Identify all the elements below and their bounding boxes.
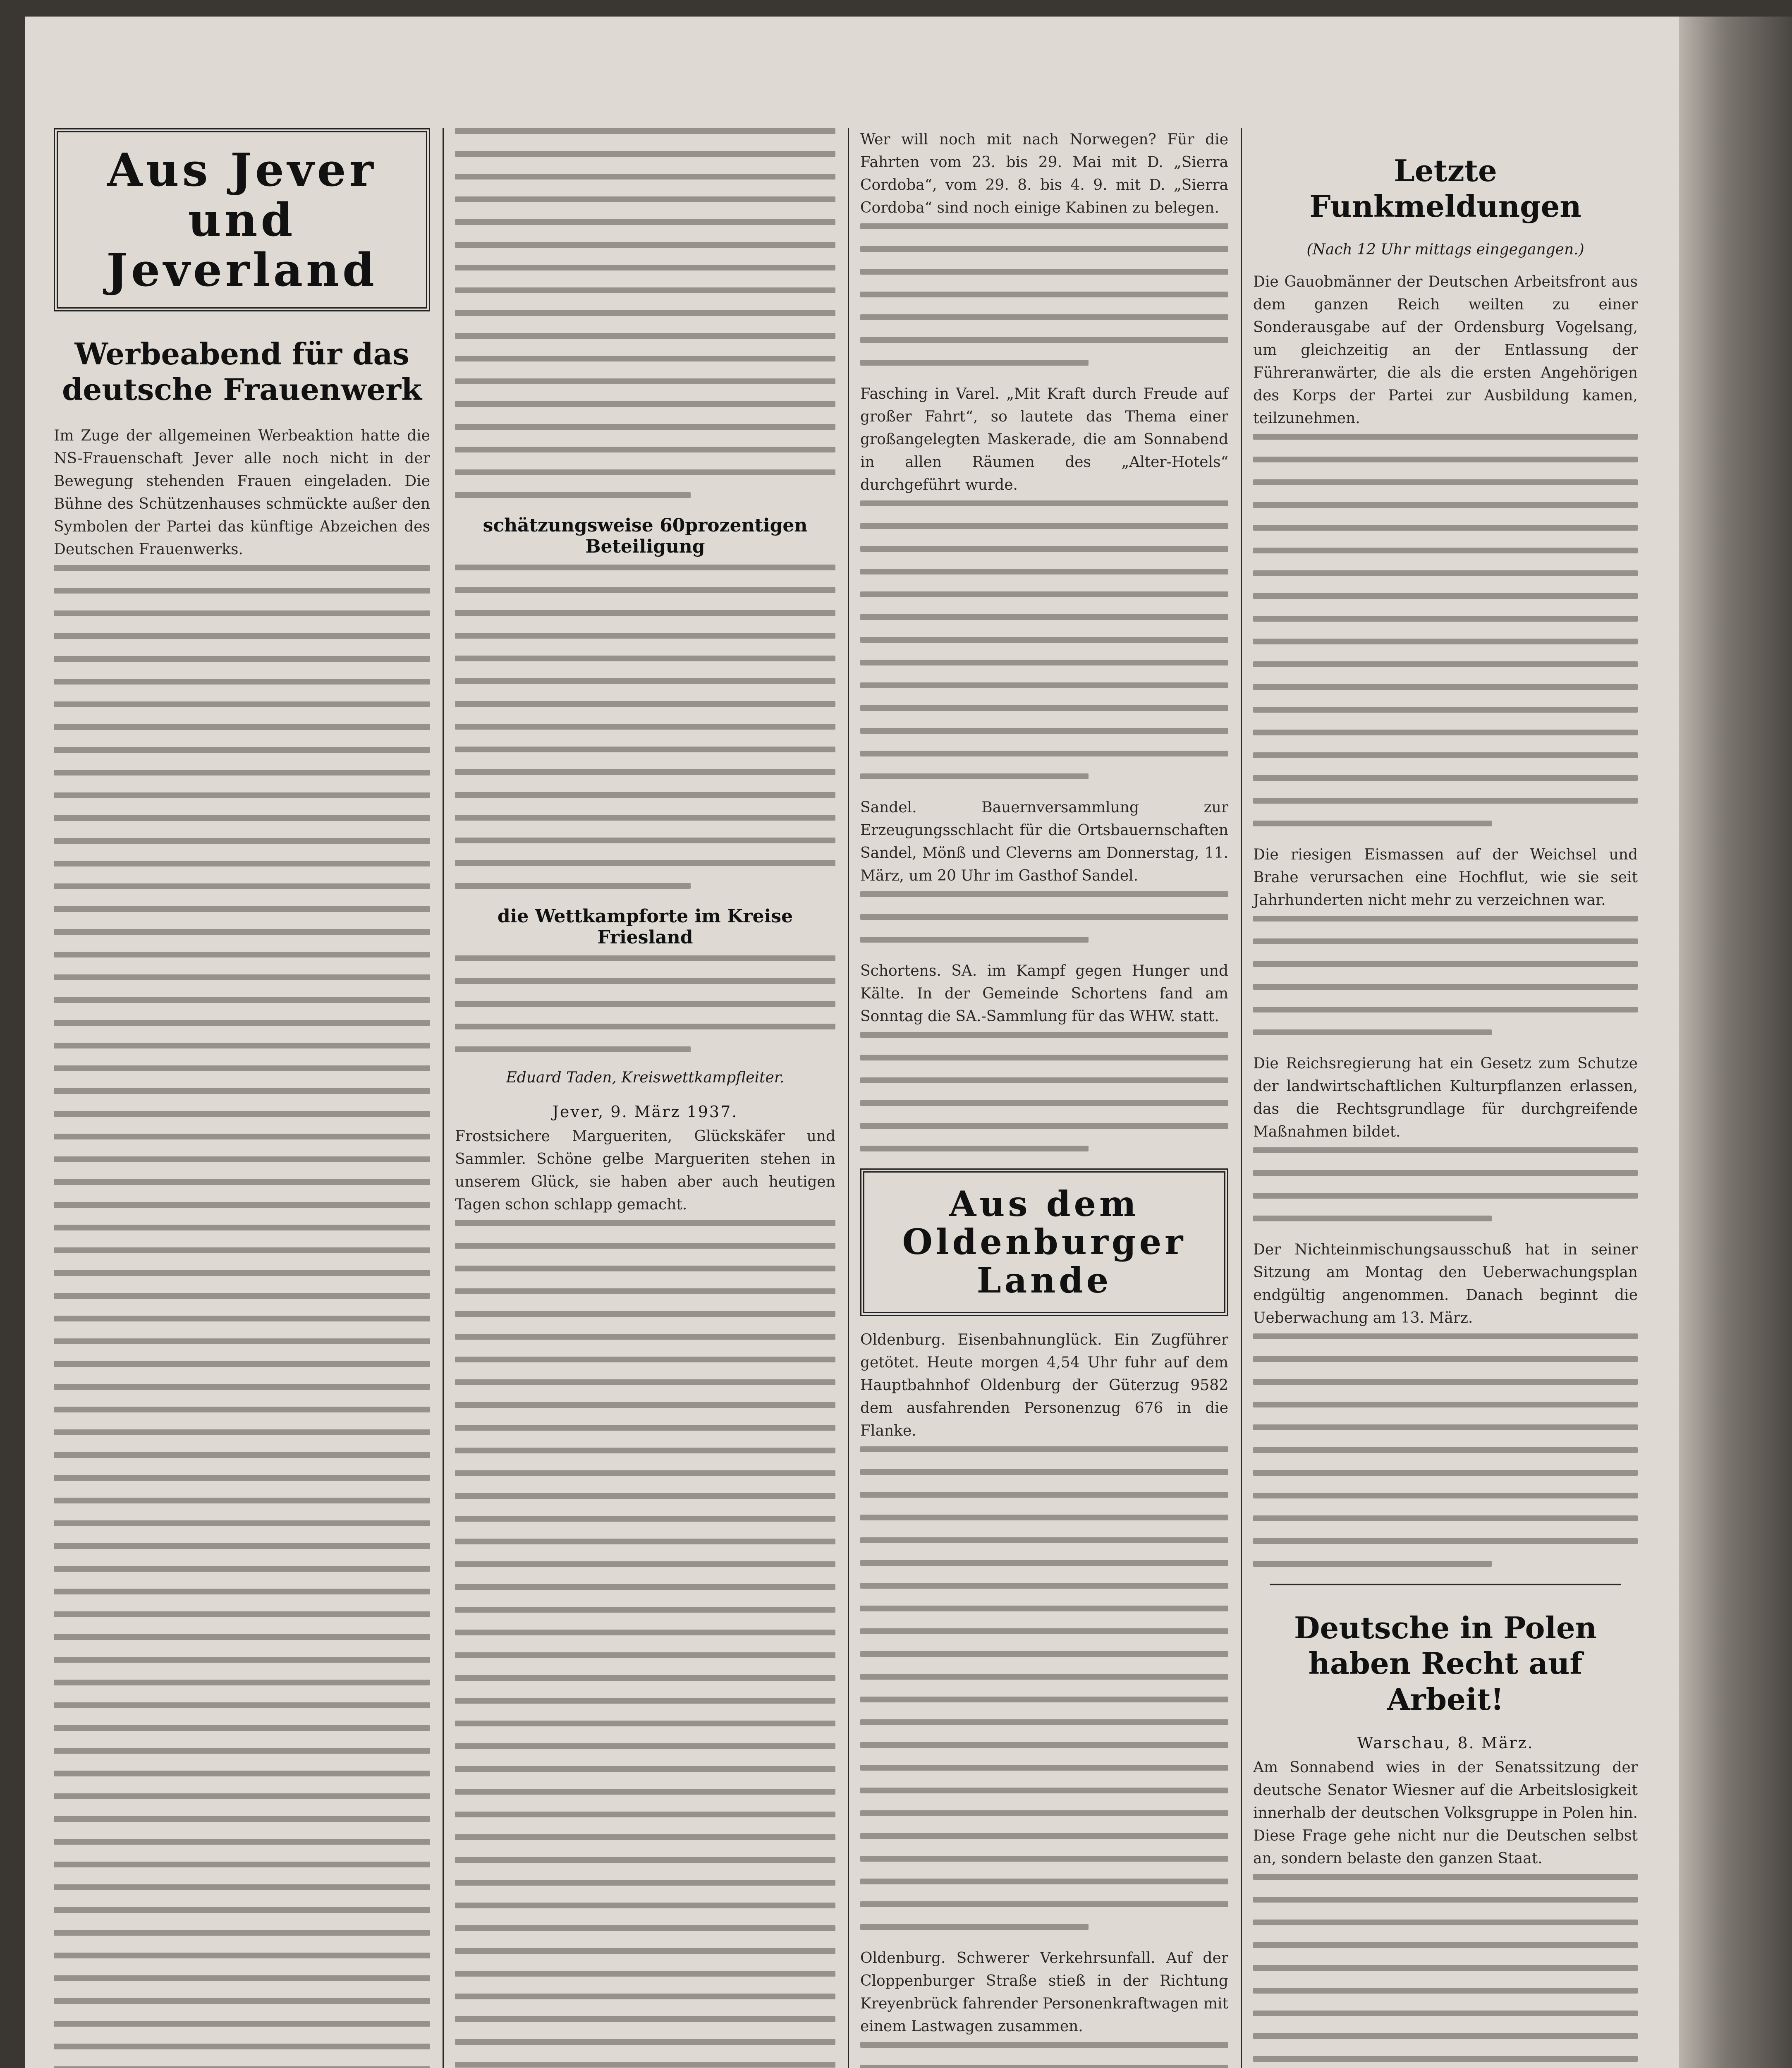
article-polen: Am Sonnabend wies in der Senatssitzung der deutsche Senator Wiesner auf die Arbeitslosigkeit innerhalb der deutschen Volksgruppe in Polen hin. Diese Frage gehe nicht nur die Deutschen selbst an, sondern belaste den ganzen Staat. <box>1253 1759 1638 1867</box>
news-reichsregierung: Die Reichsregierung hat ein Gesetz zum Schutze der landwirtschaftlichen Kulturpflanzen erlassen, das die Rechtsgrundlage für durchgreifende Maßnahmen bildet. <box>1253 1055 1638 1140</box>
article-sandel: Sandel. Bauernversammlung zur Erzeugungsschlacht für die Ortsbauernschaften Sandel, Mönß und Cleverns am Donnerstag, 11. März, um 20 Uhr im Gasthof Sandel. <box>860 799 1228 884</box>
article-body <box>860 891 1228 943</box>
article-norwegen: Wer will noch mit nach Norwegen? Für die Fahrten vom 23. bis 29. Mai mit D. „Sierra Cordoba“, vom 29. 8. bis 4. 9. mit D. „Sierra Cordoba“ sind noch einige Kabinen zu belegen. <box>860 131 1228 216</box>
article-body <box>455 955 835 1052</box>
column-rule <box>443 128 444 2068</box>
divider <box>1270 1584 1621 1585</box>
article-continuation <box>455 128 835 498</box>
article-body <box>1253 1147 1638 1221</box>
column-2 <box>455 128 835 2068</box>
section-title-oldenburg: Aus dem Oldenburger Lande <box>860 1168 1228 1316</box>
article-body <box>1253 1874 1638 2068</box>
article-body <box>860 223 1228 366</box>
page-edge <box>1679 17 1792 2068</box>
article-body <box>455 1220 835 2068</box>
column-1 <box>54 128 430 2068</box>
article-body <box>1253 916 1638 1035</box>
column-4 <box>1253 128 1638 2068</box>
article-frauenwerk-body <box>54 565 430 2068</box>
article-margueriten: Frostsichere Margueriten, Glückskäfer und Sammler. Schöne gelbe Margueriten stehen in unserem Glück, sie haben aber auch heutigen Tagen schon schlapp gemacht. <box>455 1128 835 1213</box>
headline-frauenwerk: Werbeabend für das deutsche Frauenwerk <box>62 336 422 407</box>
column-rule <box>1241 128 1242 2068</box>
article-body <box>455 565 835 889</box>
article-body <box>860 500 1228 779</box>
article-verkehrsunfall: Oldenburg. Schwerer Verkehrsunfall. Auf der Cloppenburger Straße stieß in der Richtung Kreyenbrück fahrender Personenkraftwagen mit einem Lastwagen zusammen. <box>860 1950 1228 2035</box>
headline-polen: Deutsche in Polen haben Recht auf Arbeit! <box>1294 1610 1597 1717</box>
article-body <box>860 2042 1228 2068</box>
article-frauenwerk-lead: Im Zuge der allgemeinen Werbeaktion hatte die NS-Frauenschaft Jever alle noch nicht in der Bewegung stehenden Frauen eingeladen. Die Bühne des Schützenhauses schmückte außer den Symbolen der Partei das künftige Abzeichen des Deutschen Frauenwerks. <box>54 427 430 558</box>
subheading-funkmeldungen: (Nach 12 Uhr mittags eingegangen.) <box>1306 241 1584 258</box>
column-3 <box>860 128 1228 2068</box>
subheading-beteiligung: schätzungsweise 60prozentigen Beteiligung <box>483 515 808 557</box>
dateline-jever: Jever, 9. März 1937. <box>552 1103 738 1121</box>
article-body <box>1253 434 1638 826</box>
article-body <box>860 1446 1228 1930</box>
section-title-jever: Aus Jever und Jeverland <box>54 128 430 311</box>
news-nichteinmischung: Der Nichteinmischungsausschuß hat in seiner Sitzung am Montag den Ueberwachungsplan endgültig angenommen. Danach beginnt die Ueberwachung am 13. März. <box>1253 1241 1638 1326</box>
article-body <box>1253 1333 1638 1567</box>
dateline-warschau: Warschau, 8. März. <box>1357 1733 1534 1752</box>
signature: Eduard Taden, Kreiswettkampfleiter. <box>506 1069 785 1086</box>
article-eisenbahnunglueck: Oldenburg. Eisenbahnunglück. Ein Zugführer getötet. Heute morgen 4,54 Uhr fuhr auf dem Hauptbahnhof Oldenburg der Güterzug 9582 dem ausfahrenden Personenzug 676 in die Flanke. <box>860 1331 1228 1440</box>
article-body <box>860 1032 1228 1151</box>
headline-funkmeldungen: Letzte Funkmeldungen <box>1309 153 1581 224</box>
subheading-wettkampforte: die Wettkampforte im Kreise Friesland <box>497 906 793 948</box>
news-gauobmaenner: Die Gauobmänner der Deutschen Arbeitsfront aus dem ganzen Reich weilten zu einer Sonderausgabe auf der Ordensburg Vogelsang, um gleichzeitig an der Entlassung der Führeranwärter, die als die ersten Angehörigen des Korps der Partei zur Ausbildung kamen, teilzunehmen. <box>1253 273 1638 427</box>
column-rule <box>848 128 849 2068</box>
article-fasching: Fasching in Varel. „Mit Kraft durch Freude auf großer Fahrt“, so lautete das Thema einer großangelegten Maskerade, die am Sonnabend in allen Räumen des „Alter-Hotels“ durchgeführt wurde. <box>860 385 1228 493</box>
article-schortens: Schortens. SA. im Kampf gegen Hunger und Kälte. In der Gemeinde Schortens fand am Sonntag die SA.-Sammlung für das WHW. statt. <box>860 962 1228 1025</box>
newspaper-page <box>25 17 1679 2068</box>
news-eismassen: Die riesigen Eismassen auf der Weichsel und Brahe verursachen eine Hochflut, wie sie seit Jahrhunderten nicht mehr zu verzeichnen war. <box>1253 846 1638 909</box>
